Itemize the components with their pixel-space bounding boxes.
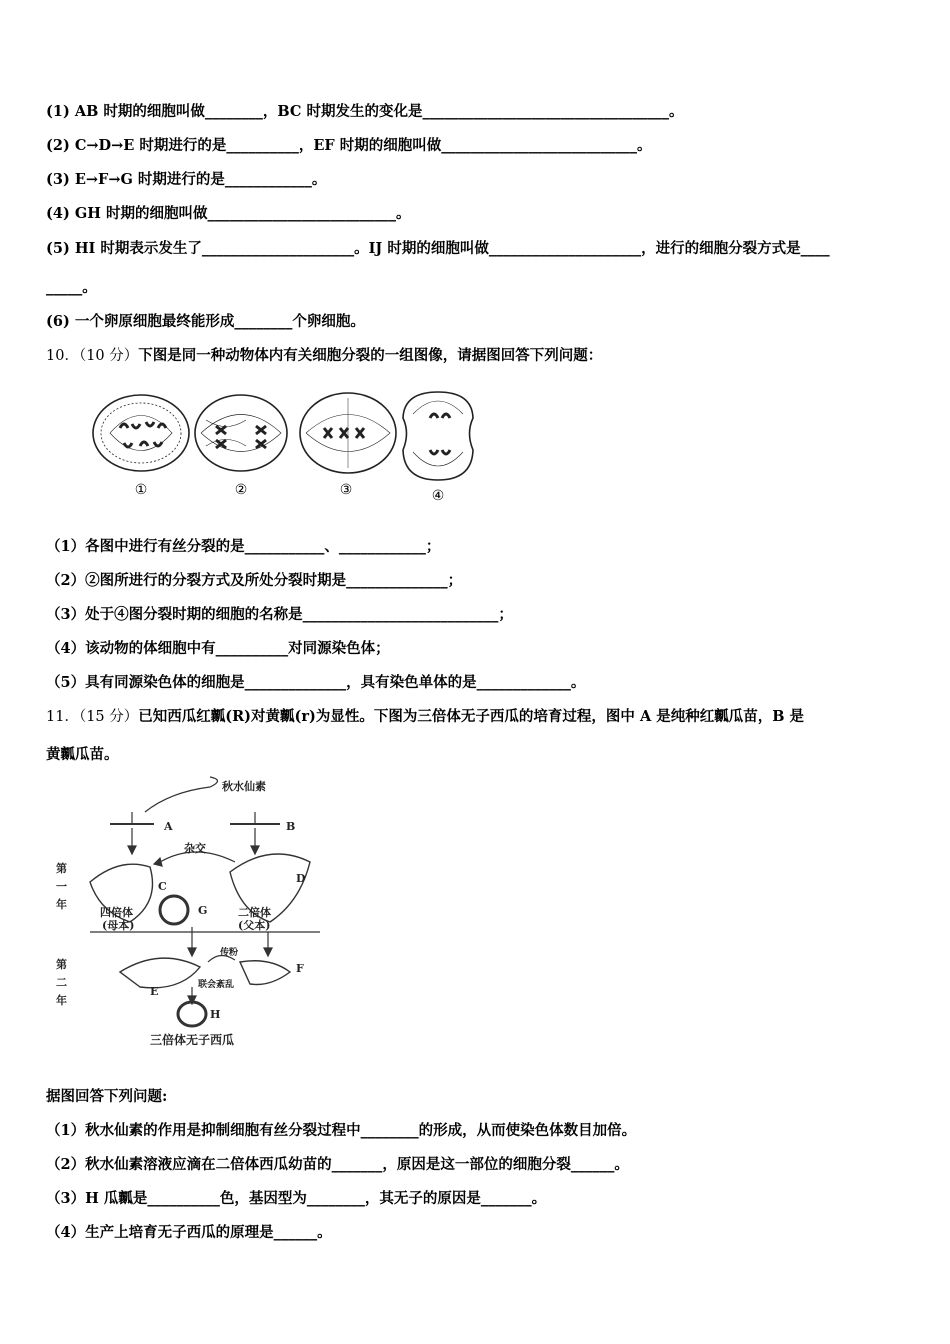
label-f: F <box>296 962 304 975</box>
q10-header-text: 下图是同一种动物体内有关细胞分裂的一组图像，请据图回答下列问题： <box>138 347 603 364</box>
label-pollination: 传粉 <box>220 948 239 958</box>
q9-item-1: (1) AB 时期的细胞叫做________，BC 时期发生的变化是__________________________________。 <box>46 103 684 120</box>
year1-char-2: 一 <box>56 880 67 893</box>
plant-e <box>120 958 200 988</box>
q9-item-5a: (5) HI 时期表示发生了_____________________。IJ 时期的细胞叫做_____________________，进行的细胞分裂方式是____ <box>46 240 830 257</box>
cell-1 <box>93 395 189 471</box>
label-e: E <box>150 985 159 998</box>
fruit-g <box>160 896 188 924</box>
figure-label-4: ④ <box>431 488 445 504</box>
q9-item-2: (2) C→D→E 时期进行的是__________，EF 时期的细胞叫做___________________________。 <box>46 137 652 154</box>
label-h: H <box>210 1008 221 1021</box>
q11-intro: 据图回答下列问题: <box>46 1088 168 1105</box>
year2-char-1: 第 <box>56 958 67 971</box>
q9-item-3: (3) E→F→G 时期进行的是____________。 <box>46 171 327 188</box>
q11-header-text: 已知西瓜红瓤(R)对黄瓤(r)为显性。下图为三倍体无子西瓜的培育过程，图中 A 是纯种红瓤瓜苗，B 是 <box>138 708 805 725</box>
label-father: (父本) <box>238 919 271 932</box>
plant-f <box>240 961 290 985</box>
label-mother: (母本) <box>102 919 135 932</box>
figure-label-1: ① <box>134 482 148 498</box>
label-c: C <box>158 880 167 893</box>
year1-char-3: 年 <box>56 898 67 911</box>
label-diploid: 二倍体 <box>238 906 271 919</box>
dropper <box>145 777 218 812</box>
q10-header <box>46 346 602 366</box>
q11-item-3: （3）H 瓜瓤是__________色，基因型为________，其无子的原因是_______。 <box>46 1190 547 1207</box>
q10-item-2: （2）②图所进行的分裂方式及所处分裂时期是______________； <box>46 572 463 589</box>
q11-item-2: （2）秋水仙素溶液应滴在二倍体西瓜幼苗的_______，原因是这一部位的细胞分裂______。 <box>46 1156 629 1173</box>
cell-2 <box>195 395 287 471</box>
label-cross: 杂交 <box>184 842 206 855</box>
q10-item-5: （5）具有同源染色体的细胞是______________，具有染色单体的是_____________。 <box>46 674 586 691</box>
q10-number: 10．（10 分） <box>46 348 139 364</box>
label-triploid: 三倍体无子西瓜 <box>150 1033 235 1047</box>
label-g: G <box>198 904 208 917</box>
q9-item-4: (4) GH 时期的细胞叫做__________________________。 <box>46 205 411 222</box>
label-b: B <box>286 820 296 833</box>
q11-item-1: （1）秋水仙素的作用是抑制细胞有丝分裂过程中________的形成，从而使染色体数目加倍。 <box>46 1122 637 1139</box>
label-synapsis: 联会紊乱 <box>198 980 235 990</box>
q9-item-6: (6) 一个卵原细胞最终能形成________个卵细胞。 <box>46 313 365 330</box>
q10-item-4: （4）该动物的体细胞中有__________对同源染色体； <box>46 640 390 657</box>
q11-number: 11．（15 分） <box>46 709 139 725</box>
label-tetraploid: 四倍体 <box>100 906 133 919</box>
q11-header-cont: 黄瓤瓜苗。 <box>46 746 119 763</box>
label-d: D <box>296 872 306 885</box>
q11-header <box>46 707 804 727</box>
label-a: A <box>164 820 173 833</box>
cell-division-figure <box>88 388 488 506</box>
q10-item-1: （1）各图中进行有丝分裂的是___________、____________； <box>46 538 441 555</box>
cell-4 <box>403 392 473 480</box>
year1-char-1: 第 <box>56 862 67 875</box>
q11-item-4: （4）生产上培育无子西瓜的原理是______。 <box>46 1224 332 1241</box>
watermelon-breeding-diagram <box>50 772 340 1054</box>
q10-item-3: （3）处于④图分裂时期的细胞的名称是___________________________； <box>46 606 513 623</box>
fruit-h <box>178 1002 206 1026</box>
year2-char-2: 二 <box>56 976 67 989</box>
q9-item-5b: _____。 <box>46 279 97 296</box>
figure-label-3: ③ <box>339 482 353 498</box>
label-colchicine: 秋水仙素 <box>222 780 266 793</box>
year2-char-3: 年 <box>56 994 67 1007</box>
figure-label-2: ② <box>234 482 248 498</box>
